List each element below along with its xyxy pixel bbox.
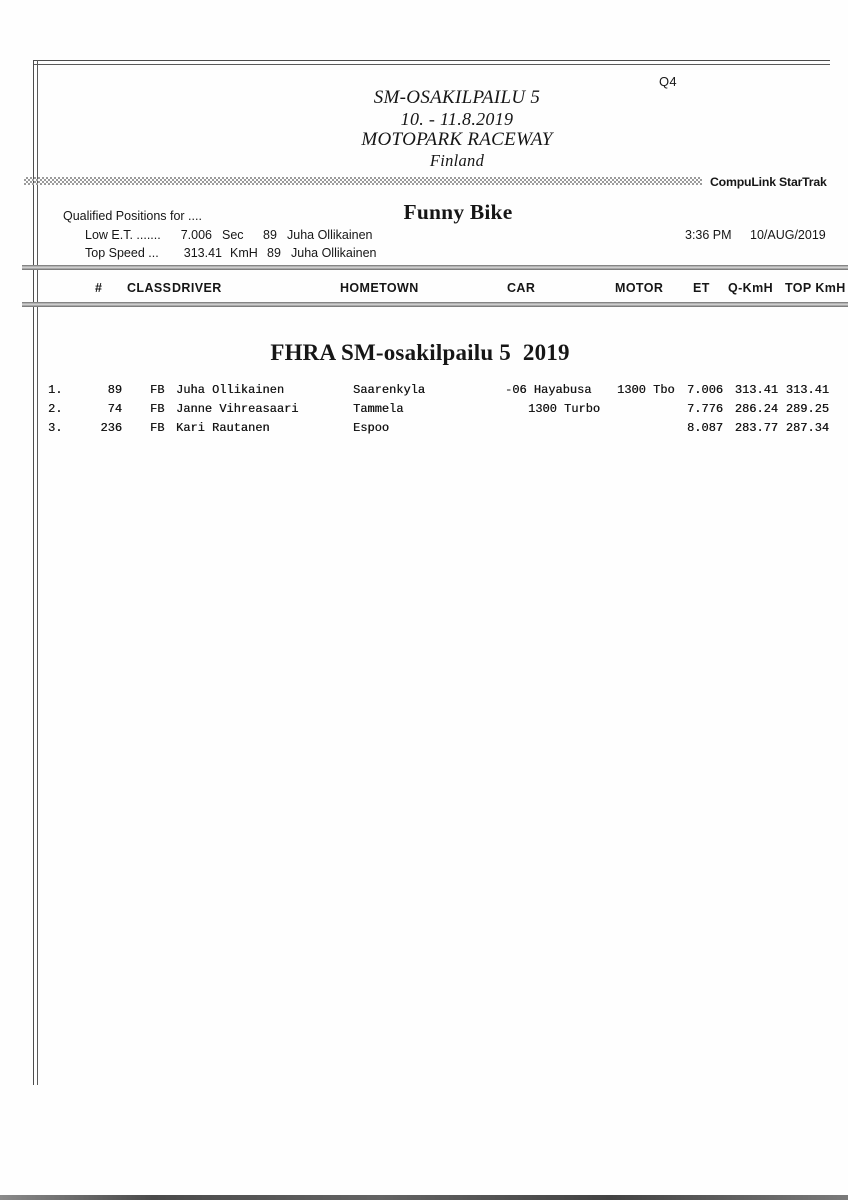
round-indicator: Q4 xyxy=(659,74,677,89)
page-frame-left-border xyxy=(33,60,38,1085)
page-frame-top-border xyxy=(33,60,830,65)
cell-position: 2. xyxy=(48,402,63,416)
separator-rule-top xyxy=(22,265,848,270)
event-dates: 10. - 11.8.2019 xyxy=(400,109,514,129)
country-name: Finland xyxy=(429,151,485,170)
top-speed-label: Top Speed ... xyxy=(85,246,159,260)
column-header-q-kmh: Q-KmH xyxy=(728,281,774,295)
low-et-unit: Sec xyxy=(222,228,244,242)
column-header-hometown: HOMETOWN xyxy=(340,281,419,295)
cell-driver: Juha Ollikainen xyxy=(176,383,285,397)
cell-top-kmh: 289.25 xyxy=(785,402,829,416)
column-header-motor: MOTOR xyxy=(615,281,664,295)
cell-class: FB xyxy=(150,402,165,416)
cell-car-number: 89 xyxy=(107,383,122,397)
print-date: 10/AUG/2019 xyxy=(750,228,826,242)
cell-car: 1300 Turbo xyxy=(528,402,601,416)
low-et-value: 7.006 xyxy=(180,228,212,242)
section-label: Qualified Positions for .... xyxy=(63,209,202,223)
column-header-et: ET xyxy=(693,281,710,295)
cell-et: 7.776 xyxy=(686,402,723,416)
top-speed-driver: Juha Ollikainen xyxy=(291,246,377,260)
cell-class: FB xyxy=(150,383,165,397)
cell-driver: Kari Rautanen xyxy=(176,421,270,435)
top-speed-car-number: 89 xyxy=(267,246,281,260)
cell-q-kmh: 313.41 xyxy=(734,383,778,397)
event-title: SM-OSAKILPAILU 5 xyxy=(373,87,541,108)
top-speed-value: 313.41 xyxy=(183,246,222,260)
cell-car-number: 236 xyxy=(100,421,122,435)
separator-rule-bottom xyxy=(22,302,848,307)
venue-name: MOTOPARK RACEWAY xyxy=(361,129,553,150)
cell-top-kmh: 313.41 xyxy=(785,383,829,397)
top-speed-unit: KmH xyxy=(230,246,258,260)
timing-system-brand: CompuLink StarTrak xyxy=(710,175,827,189)
cell-q-kmh: 286.24 xyxy=(734,402,778,416)
cell-top-kmh: 287.34 xyxy=(785,421,829,435)
page-bottom-scan-edge xyxy=(0,1195,848,1200)
cell-position: 1. xyxy=(48,383,63,397)
cell-car-number: 74 xyxy=(107,402,122,416)
cell-et: 8.087 xyxy=(686,421,723,435)
cell-class: FB xyxy=(150,421,165,435)
cell-driver: Janne Vihreasaari xyxy=(176,402,299,416)
event-group-title: FHRA SM-osakilpailu 5 2019 xyxy=(270,340,570,365)
low-et-car-number: 89 xyxy=(263,228,277,242)
cell-et: 7.006 xyxy=(686,383,723,397)
cell-position: 3. xyxy=(48,421,63,435)
cell-hometown: Tammela xyxy=(353,402,404,416)
cell-hometown: Saarenkyla xyxy=(353,383,426,397)
cell-hometown: Espoo xyxy=(353,421,390,435)
low-et-driver: Juha Ollikainen xyxy=(287,228,373,242)
cell-car: -06 Hayabusa xyxy=(505,383,592,397)
column-header-number: # xyxy=(95,281,103,295)
low-et-label: Low E.T. ....... xyxy=(85,228,161,242)
column-header-top-kmh: TOP KmH xyxy=(785,281,846,295)
cell-q-kmh: 283.77 xyxy=(734,421,778,435)
column-header-car: CAR xyxy=(507,281,536,295)
halftone-separator xyxy=(24,177,702,185)
column-header-class: CLASS xyxy=(127,281,172,295)
print-time: 3:36 PM xyxy=(685,228,732,242)
class-title: Funny Bike xyxy=(403,200,513,224)
cell-motor: 1300 Tbo xyxy=(617,383,675,397)
column-header-driver: DRIVER xyxy=(172,281,222,295)
